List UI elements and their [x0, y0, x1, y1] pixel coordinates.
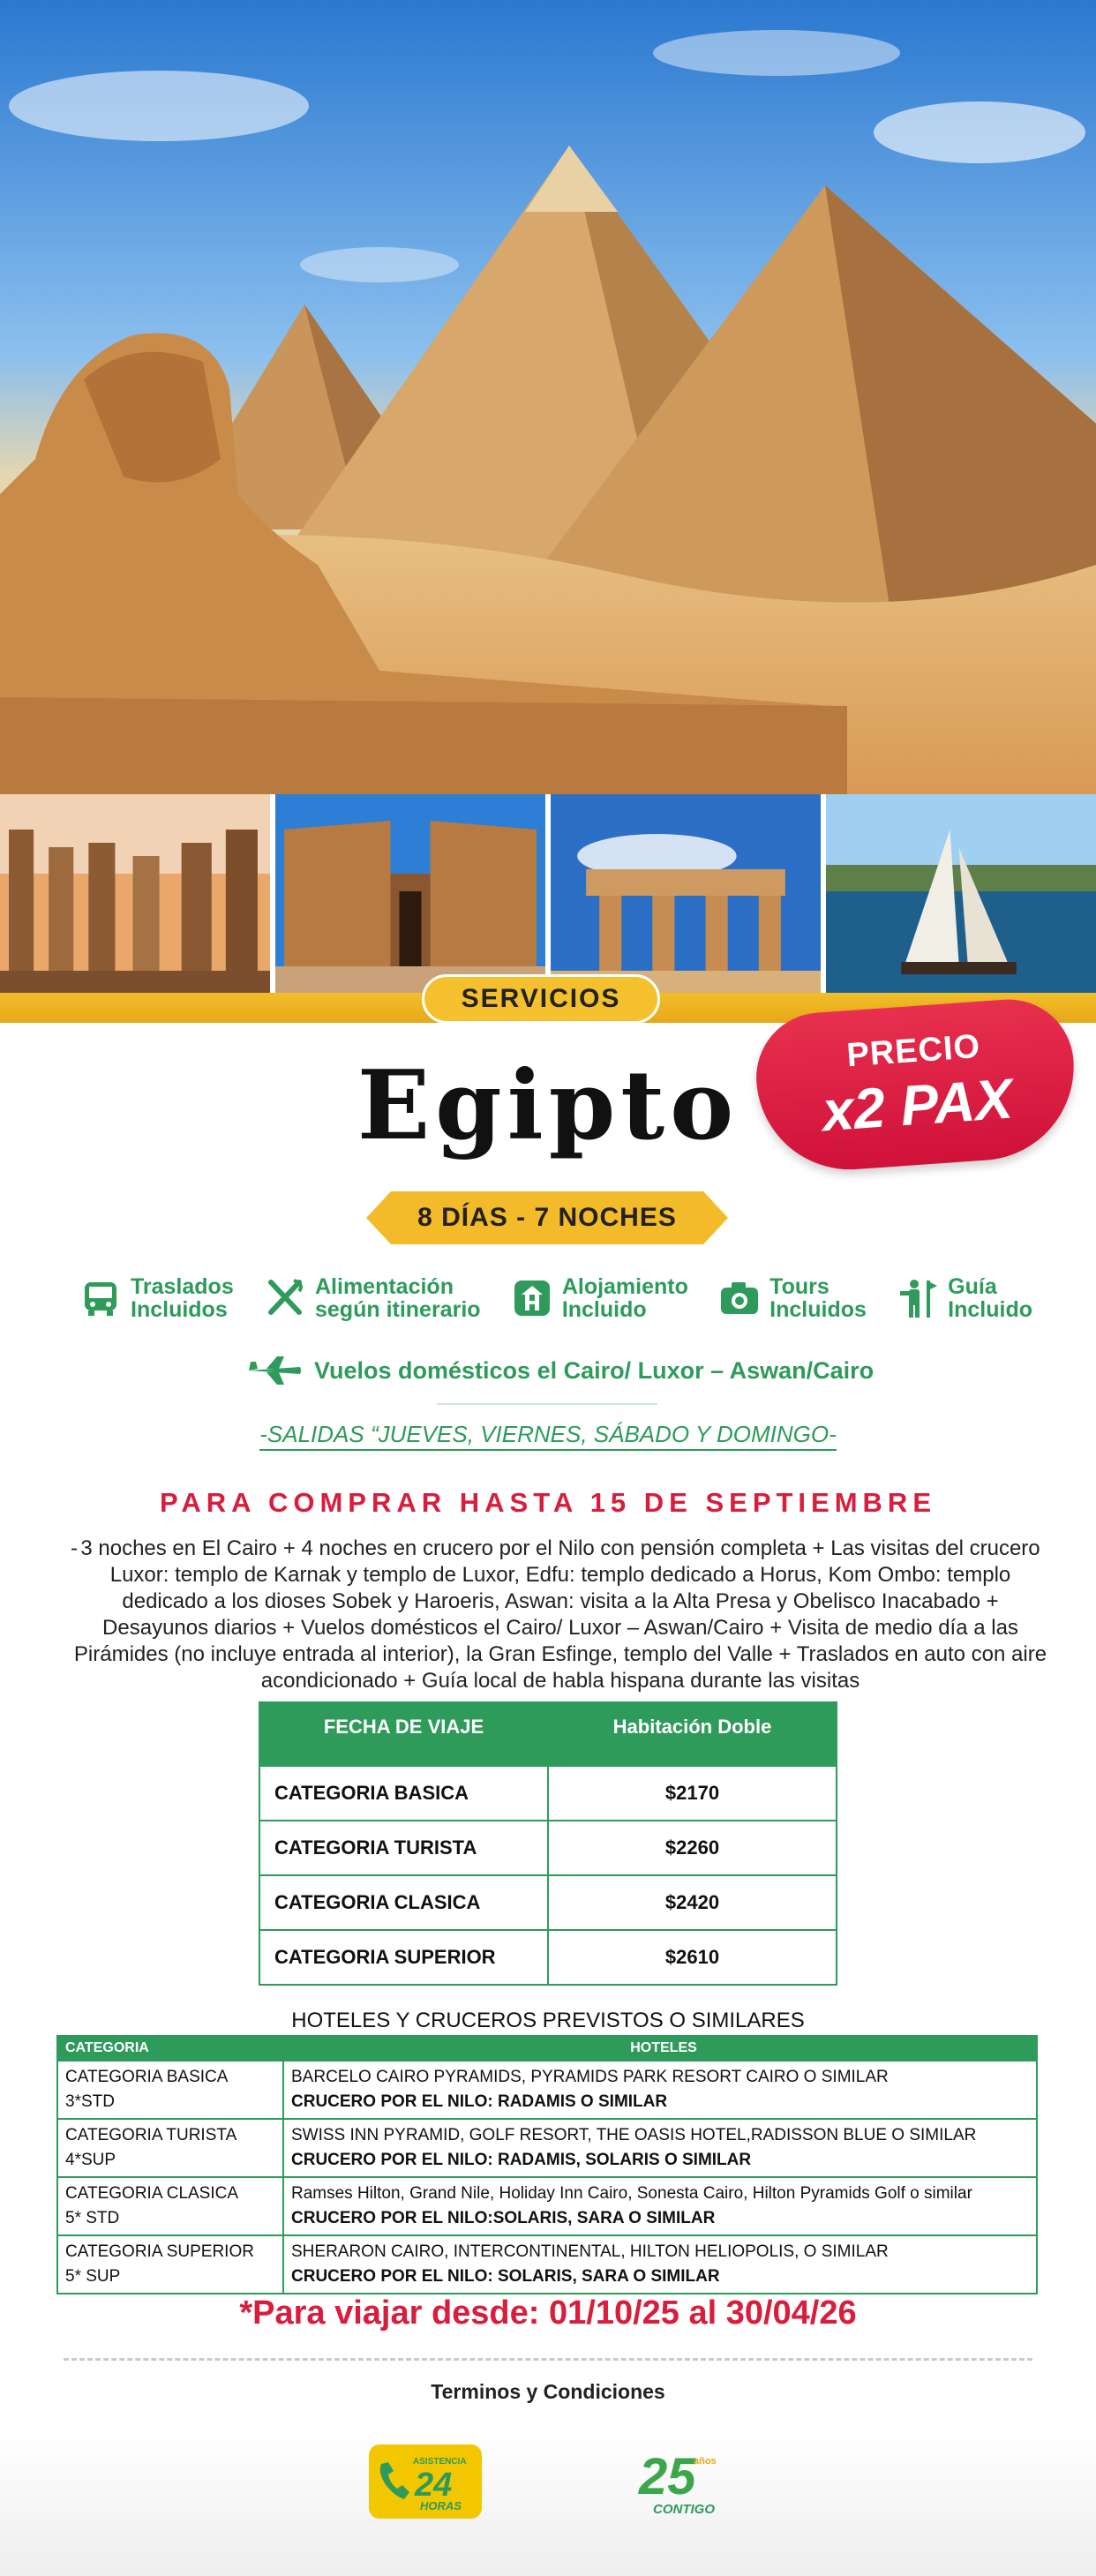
table-row	[259, 1766, 837, 1821]
hotel-list: Ramses Hilton, Grand Nile, Holiday Inn Cairo, Sonesta Cairo, Hilton Pyramids Golf o similar	[291, 2184, 972, 2203]
feature-lodging-l1: Alojamiento	[561, 1274, 688, 1299]
thumb-luxor-temple	[0, 794, 270, 993]
dashed-divider	[64, 2358, 1032, 2361]
departure-days	[0, 1421, 1096, 1448]
thumb-kom-ombo-temple	[551, 794, 821, 993]
feature-guide-l1: Guía	[948, 1274, 997, 1299]
feature-meals-l1: Alimentación	[315, 1274, 454, 1299]
hotel-category: CATEGORIA CLASICA	[65, 2184, 239, 2203]
price-value: $2610	[548, 1930, 837, 1985]
feature-transfers	[79, 1275, 234, 1321]
table-row	[57, 2061, 1037, 2119]
hotel-stars: 3*STD	[65, 2092, 115, 2111]
guide-icon	[897, 1277, 939, 1319]
hotels-title: HOTELES Y CRUCEROS PREVISTOS O SIMILARES	[291, 2009, 805, 2032]
bullet-dash: -	[71, 1536, 78, 1560]
duration-ribbon	[366, 1191, 728, 1244]
feature-transfers-l2: Incluidos	[131, 1297, 228, 1322]
assistance-24h-logo	[369, 2445, 482, 2519]
feature-guide-l2: Incluido	[948, 1297, 1032, 1322]
feature-tours-l1: Tours	[769, 1274, 830, 1299]
hotel-icon	[511, 1277, 553, 1319]
hotels-table	[56, 2035, 1038, 2294]
anniversary-25-logo	[635, 2443, 732, 2522]
hotel-stars: 4*SUP	[65, 2151, 116, 2169]
cruise-info: CRUCERO POR EL NILO:SOLARIS, SARA O SIMILAR	[291, 2209, 716, 2227]
feature-lodging-l2: Incluido	[561, 1297, 647, 1322]
hotels-header-hotels: HOTELES	[283, 2036, 1037, 2061]
purchase-deadline: PARA COMPRAR HASTA 15 DE SEPTIEMBRE	[159, 1487, 936, 1518]
price-table-header-room: Habitación Doble	[548, 1702, 837, 1766]
price-value: $2260	[548, 1821, 837, 1875]
hotel-stars: 5* SUP	[65, 2267, 121, 2286]
thumb-edfu-temple	[275, 794, 545, 993]
feature-guide	[897, 1275, 1032, 1321]
hero-image	[0, 0, 1096, 794]
price-table	[259, 1701, 837, 1986]
anniv-number: 25	[639, 2448, 696, 2505]
hotel-category: CATEGORIA SUPERIOR	[65, 2242, 254, 2261]
cruise-info: CRUCERO POR EL NILO: SOLARIS, SARA O SIMILAR	[291, 2267, 720, 2286]
flights-info	[247, 1355, 874, 1386]
hotels-header-category: CATEGORIA	[57, 2036, 283, 2061]
table-row	[57, 2177, 1037, 2235]
thumb-nile-felucca	[826, 794, 1096, 993]
table-row	[259, 1875, 837, 1930]
price-value: $2170	[548, 1766, 837, 1821]
itinerary-text: 3 noches en El Cairo + 4 noches en crucero por el Nilo con pensión completa + Las visitas del crucero Luxor: templo de Karnak y templo de Luxor, Edfu: templo dedicado a Horus, Kom Ombo: templo dedicado a los dioses Sobek y Haroeris, Aswan: visita a la Alta Presa y Obelisco Inacabado + Desayunos diarios + Vuelos domésticos el Cairo/ Luxor – Aswan/Cairo + Visita de medio día a las Pirámides (no incluye entrada al interior), la Gran Esfinge, templo del Valle + Traslados en auto con aire acondicionado + Guía local de habla hispana durante las visitas	[73, 1536, 1047, 1693]
travel-dates: *Para viajar desde: 01/10/25 al 30/04/26	[239, 2294, 857, 2332]
cruise-info: CRUCERO POR EL NILO: RADAMIS O SIMILAR	[291, 2092, 668, 2111]
feature-meals	[264, 1275, 481, 1321]
table-row	[259, 1930, 837, 1985]
features-row	[79, 1275, 1032, 1321]
assist-unit-text: HORAS	[420, 2499, 462, 2512]
hotel-category: CATEGORIA TURISTA	[65, 2126, 237, 2144]
terms-link[interactable]: Terminos y Condiciones	[431, 2380, 665, 2403]
divider	[437, 1403, 657, 1405]
price-category: CATEGORIA CLASICA	[259, 1875, 548, 1930]
assist-big-text: 24	[415, 2467, 453, 2504]
hotel-list: BARCELO CAIRO PYRAMIDS, PYRAMIDS PARK RESORT CAIRO O SIMILAR	[291, 2068, 889, 2086]
page-title: Egipto	[357, 1050, 739, 1161]
table-row	[259, 1821, 837, 1875]
price-category: CATEGORIA BASICA	[259, 1766, 548, 1821]
table-row	[57, 2119, 1037, 2177]
feature-tours-l2: Incluidos	[769, 1297, 867, 1322]
anniv-word: CONTIGO	[653, 2502, 715, 2517]
bus-icon	[79, 1277, 122, 1319]
footer	[0, 2431, 1096, 2576]
feature-tours	[718, 1275, 867, 1321]
price-category: CATEGORIA SUPERIOR	[259, 1930, 548, 1985]
phone-icon	[380, 2462, 409, 2499]
feature-lodging	[511, 1275, 688, 1321]
price-table-header-date: FECHA DE VIAJE	[259, 1702, 548, 1766]
price-badge-line2: x2 PAX	[820, 1066, 1015, 1144]
airplane-icon	[247, 1355, 302, 1386]
hotel-list: SWISS INN PYRAMID, GOLF RESORT, THE OASIS HOTEL,RADISSON BLUE O SIMILAR	[291, 2126, 977, 2144]
price-category: CATEGORIA TURISTA	[259, 1821, 548, 1875]
utensils-icon	[264, 1277, 306, 1319]
price-badge-line1: PRECIO	[845, 1027, 982, 1075]
hotel-category: CATEGORIA BASICA	[65, 2068, 229, 2086]
price-value: $2420	[548, 1875, 837, 1930]
cruise-info: CRUCERO POR EL NILO: RADAMIS, SOLARIS O SIMILAR	[291, 2151, 752, 2169]
departure-days-text: -SALIDAS “JUEVES, VIERNES, SÁBADO Y DOMINGO-	[259, 1421, 837, 1451]
pyramids-illustration	[0, 0, 1096, 794]
itinerary-description	[71, 1536, 1050, 1694]
services-label: SERVICIOS	[422, 974, 660, 1024]
feature-meals-l2: según itinerario	[315, 1297, 481, 1322]
hotel-list: SHERARON CAIRO, INTERCONTINENTAL, HILTON HELIOPOLIS, O SIMILAR	[291, 2242, 889, 2261]
flights-text: Vuelos domésticos el Cairo/ Luxor – Aswan/Cairo	[314, 1356, 875, 1384]
anniv-small: años	[694, 2456, 717, 2467]
thumbnail-strip	[0, 794, 1096, 993]
table-row	[57, 2235, 1037, 2294]
duration-text: 8 DÍAS - 7 NOCHES	[417, 1203, 677, 1232]
feature-transfers-l1: Traslados	[131, 1274, 234, 1299]
camera-icon	[718, 1277, 761, 1319]
hotel-stars: 5* STD	[65, 2209, 120, 2227]
assist-small-text: ASISTENCIA	[413, 2457, 467, 2467]
